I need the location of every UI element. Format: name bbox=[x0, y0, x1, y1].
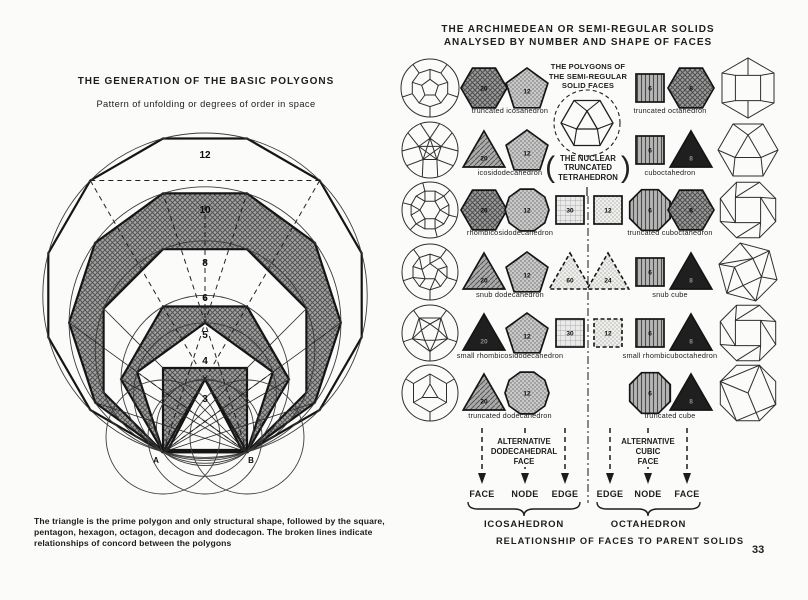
heading-line-1: THE POLYGONS OF bbox=[550, 62, 626, 71]
solid-label-right: truncated cuboctahedron bbox=[627, 228, 713, 237]
term-node: NODE bbox=[634, 489, 662, 499]
label-8: 8 bbox=[202, 258, 208, 269]
close-paren: ) bbox=[620, 151, 631, 184]
face-count: 20 bbox=[480, 398, 488, 406]
face-count: 12 bbox=[523, 207, 531, 215]
caption-line-2: pentagon, hexagon, octagon, decagon and dodecagon. The broken lines indicate bbox=[34, 527, 373, 537]
left-page-caption bbox=[34, 516, 404, 549]
heading-line-3: SOLID FACES bbox=[561, 81, 615, 90]
nuclear-line-3: TETRAHEDRON bbox=[558, 172, 618, 182]
alternative-cubic-face-label: ALTERNATIVE CUBIC FACE bbox=[621, 437, 675, 466]
face-count: 20 bbox=[480, 85, 488, 93]
label-4: 4 bbox=[202, 356, 208, 367]
label-5: 5 bbox=[202, 330, 208, 341]
face-count: 20 bbox=[480, 338, 488, 346]
term-face: FACE bbox=[674, 489, 700, 499]
solid-label-left: truncated dodecahedron bbox=[468, 411, 552, 420]
face-count: 6 bbox=[648, 147, 652, 155]
octahedron-brace bbox=[595, 501, 715, 519]
nuclear-line-1: THE NUCLEAR bbox=[560, 153, 616, 163]
solid-label-left: rhombicosidodecahedron bbox=[466, 228, 554, 237]
solid-label-left: snub dodecahedron bbox=[476, 290, 544, 299]
face-count: 8 bbox=[689, 155, 693, 163]
nuclear-truncated-tetrahedron-emblem bbox=[554, 90, 620, 156]
face-count: 8 bbox=[689, 207, 693, 215]
solid-label-right: truncated octahedron bbox=[633, 106, 707, 115]
face-count: 24 bbox=[604, 277, 612, 285]
face-count: 12 bbox=[604, 330, 612, 338]
face-count: 12 bbox=[523, 390, 531, 398]
solid-label-right: snub cube bbox=[652, 290, 688, 299]
nuclear-line-2: TRUNCATED bbox=[564, 163, 612, 173]
term-edge: EDGE bbox=[551, 489, 579, 499]
label-10: 10 bbox=[199, 205, 211, 216]
face-count: 8 bbox=[689, 277, 693, 285]
caption-line-1: The triangle is the prime polygon and only structural shape, followed by the square, bbox=[34, 516, 385, 526]
face-count: 12 bbox=[523, 272, 531, 280]
relationship-caption: RELATIONSHIP OF FACES TO PARENT SOLIDS bbox=[495, 536, 745, 546]
term-node: NODE bbox=[511, 489, 539, 499]
solid-label-left: small rhombicosidodecahedron bbox=[456, 351, 564, 360]
open-paren: ( bbox=[545, 151, 556, 184]
face-count: 6 bbox=[648, 85, 652, 93]
solid-label-right: truncated cube bbox=[644, 411, 696, 420]
right-page-title bbox=[417, 23, 739, 49]
label-A: A bbox=[153, 456, 159, 465]
right-title-line-1: THE ARCHIMEDEAN OR SEMI-REGULAR SOLIDS bbox=[441, 24, 715, 35]
face-count: 6 bbox=[648, 269, 652, 277]
face-count: 6 bbox=[648, 330, 652, 338]
page-number: 33 bbox=[752, 544, 765, 556]
icosahedron-brace bbox=[450, 501, 600, 519]
face-count: 12 bbox=[523, 333, 531, 341]
octahedron-parent-label: OCTAHEDRON bbox=[610, 519, 687, 530]
face-count: 6 bbox=[648, 207, 652, 215]
face-count: 30 bbox=[566, 330, 574, 338]
label-3: 3 bbox=[202, 394, 208, 405]
label-6: 6 bbox=[202, 293, 208, 304]
face-count: 12 bbox=[604, 207, 612, 215]
heading-line-2: THE SEMI-REGULAR bbox=[548, 71, 628, 81]
face-count: 20 bbox=[480, 277, 488, 285]
face-count: 6 bbox=[648, 390, 652, 398]
left-page-subtitle: Pattern of unfolding or degrees of order in space bbox=[96, 99, 316, 109]
face-count: 8 bbox=[689, 85, 693, 93]
term-face: FACE bbox=[469, 489, 495, 499]
alternative-dodecahedral-face-label: ALTERNATIVE DODECAHEDRAL FACE bbox=[490, 437, 558, 466]
face-count: 60 bbox=[566, 277, 574, 285]
face-count: 8 bbox=[689, 398, 693, 406]
term-edge: EDGE bbox=[596, 489, 624, 499]
center-column-heading bbox=[540, 62, 636, 91]
solid-label-left: icosidodecahedron bbox=[477, 168, 543, 177]
face-count: 20 bbox=[480, 207, 488, 215]
face-count: 12 bbox=[523, 150, 531, 158]
face-count: 12 bbox=[523, 88, 531, 96]
left-page-title: THE GENERATION OF THE BASIC POLYGONS bbox=[77, 76, 335, 87]
face-count: 8 bbox=[689, 338, 693, 346]
caption-line-3: relationships of concord between the polygons bbox=[34, 538, 232, 548]
solid-label-left: truncated icosahedron bbox=[471, 106, 549, 115]
face-count: 30 bbox=[566, 207, 574, 215]
label-B: B bbox=[248, 456, 254, 465]
solid-label-right: cuboctahedron bbox=[644, 168, 696, 177]
face-count: 20 bbox=[480, 155, 488, 163]
icosahedron-parent-label: ICOSAHEDRON bbox=[483, 519, 565, 530]
right-title-line-2: ANALYSED BY NUMBER AND SHAPE OF FACES bbox=[443, 37, 713, 48]
solid-label-right: small rhombicuboctahedron bbox=[622, 351, 718, 360]
label-12: 12 bbox=[199, 150, 211, 161]
